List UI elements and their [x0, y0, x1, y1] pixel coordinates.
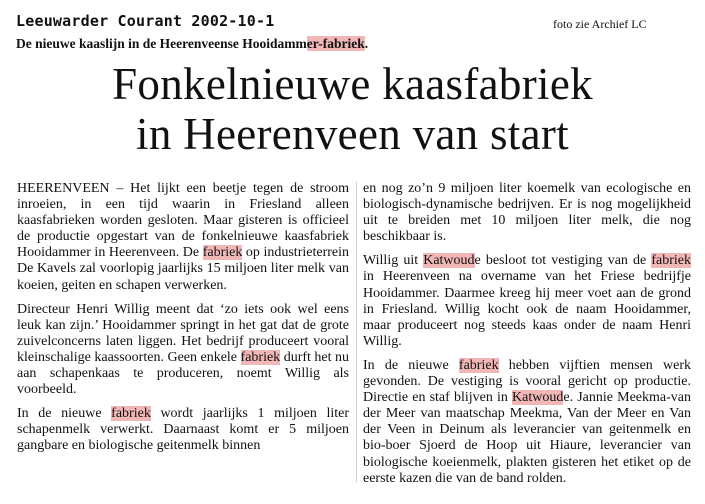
column-divider	[356, 182, 357, 482]
headline-line-1: Fonkelnieuwe kaasfabriek	[112, 59, 593, 109]
article-paragraph	[17, 302, 349, 399]
article-paragraph	[363, 253, 691, 350]
search-highlight: fabriek	[111, 406, 151, 422]
article-paragraph	[363, 181, 691, 245]
article-paragraph	[17, 181, 349, 294]
masthead: Leeuwarder Courant 2002-10-1	[16, 12, 275, 30]
paragraph-text: hebben vijftien mensen werk gevonden. De vestiging is vooral gericht op productie. Directie en staf blijven in	[363, 357, 691, 406]
article-column-left	[17, 181, 349, 463]
paragraph-text: e besloot tot vestiging van de	[474, 253, 652, 269]
paragraph-text: en nog zo’n 9 miljoen liter koemelk van ecologische en biologisch-dynamische bedrijven. Er is nog mogelijkheid uit te breiden met 10 miljoen liter melk, die nog beschikbaar is.	[363, 181, 691, 245]
paragraph-text: in Heerenveen na overname van het Friese bedrijfje Hooidammer. Daarmee kreeg hij meer voet aan de grond in Friesland. Willig kocht ook de naam Hooidammer, maar produceert nog steeds kaas onder de naam Henri Willig.	[363, 269, 691, 349]
search-highlight: fabriek	[202, 245, 243, 261]
paragraph-text: In de nieuwe	[363, 357, 459, 373]
article-paragraph	[17, 406, 349, 454]
search-highlight: Katwoud	[512, 390, 564, 406]
paragraph-text: HEERENVEEN – Het lijkt een beetje tegen de stroom inroeien, in een tijd waarin in Friesland alleen kaasfabrieken worden gesloten. Maar gisteren is officieel de productie opgestart van de fonkelnieuwe kaasfabriek Hooidammer in Heerenveen. De	[17, 181, 349, 261]
photo-caption	[16, 36, 368, 52]
search-highlight: fabriek	[651, 253, 691, 269]
paragraph-text: op industrieterrein De Kavels zal voorlopig jaarlijks 15 miljoen liter melk van koeien, geiten en schapen verwerken.	[17, 245, 349, 293]
paragraph-text: wordt jaarlijks 1 miljoen liter schapenmelk verwerkt. Daarnaast komt er 5 miljoen gangbare en biologische geitenmelk binnen	[17, 406, 349, 454]
article-column-right	[363, 181, 691, 495]
paragraph-text: Directeur Henri Willig meent dat ‘zo iets ook wel eens leuk kan zijn.’ Hooidammer springt in het gat dat de grote zuivelconcerns laten liggen. Het bedrijf produceert vooral kleinschalige kaassoorten. Geen enkele	[17, 301, 349, 365]
photo-note: foto zie Archief LC	[553, 17, 647, 31]
article-paragraph	[363, 358, 691, 487]
paragraph-text: durft het nu aan schapenkaas te produceren, noemt Willig als voorbeeld.	[17, 349, 350, 398]
paragraph-text: In de nieuwe	[17, 406, 112, 422]
caption-end: .	[364, 36, 369, 51]
search-highlight: Katwoud	[423, 253, 475, 269]
caption-highlight: er-fabriek	[306, 36, 365, 51]
paragraph-text: Willig uit	[363, 253, 424, 269]
caption-text: De nieuwe kaaslijn in de Heerenveense Hooidamm	[16, 36, 307, 51]
headline-line-2: in Heerenveen van start	[136, 109, 569, 159]
search-highlight: fabriek	[240, 349, 281, 365]
search-highlight: fabriek	[458, 357, 499, 373]
paragraph-text: e. Jannie Meekma-van der Meer van maatschap Meekma, Van der Meer en Van der Veen in Deinum als leverancier van geitenmelk en bio-boer Sjoerd de Hoop uit Hiaure, leverancier van biologische koeienmelk, plakten gisteren het etiket op de eerste kazen die van de band rolden.	[363, 390, 691, 486]
